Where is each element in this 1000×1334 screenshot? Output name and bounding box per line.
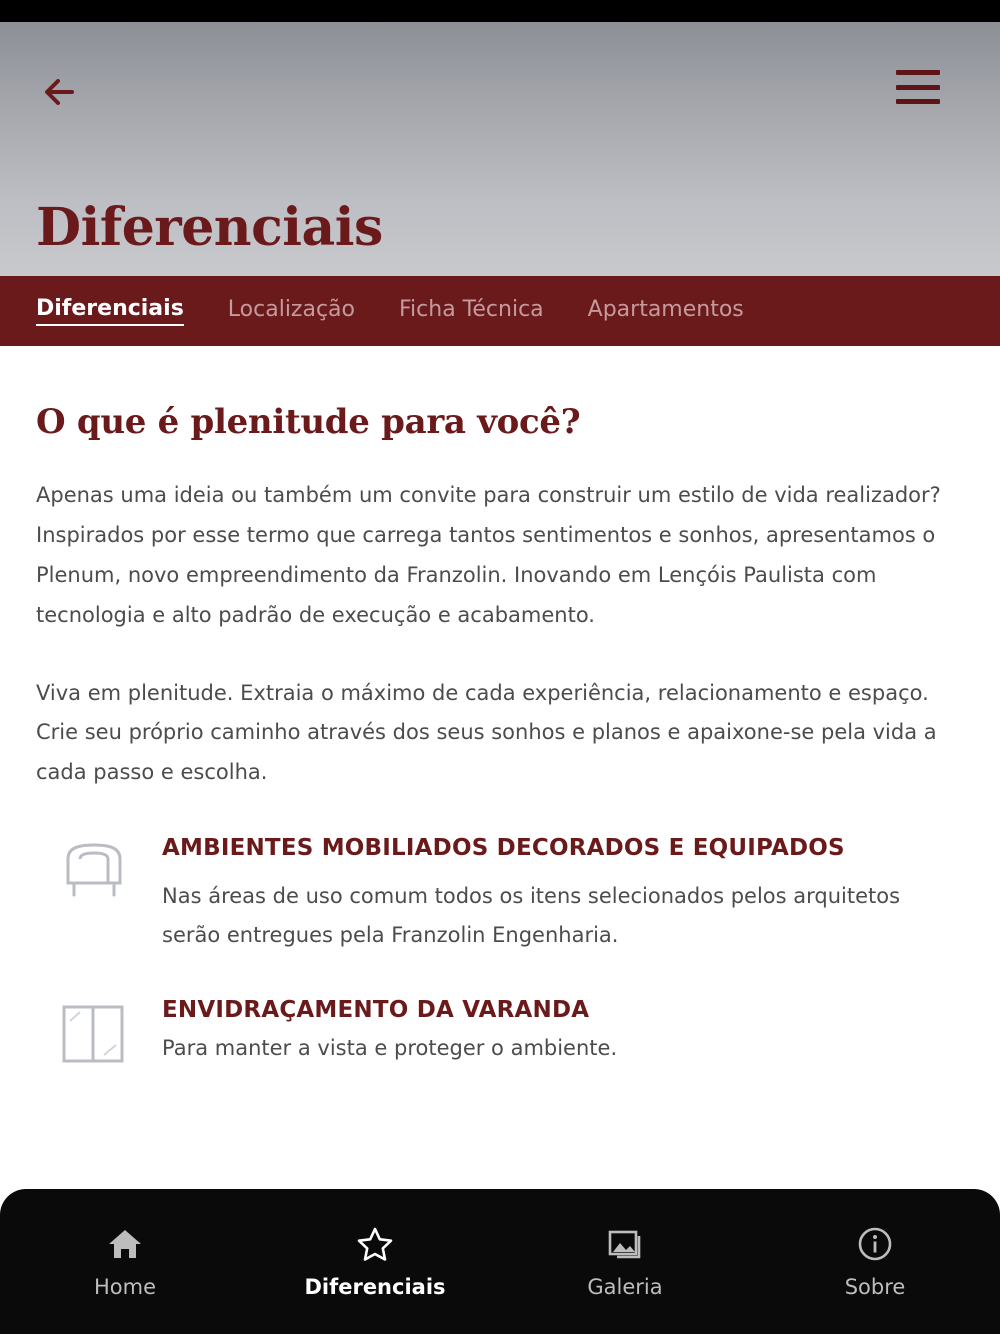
intro-paragraph-1: Apenas uma ideia ou também um convite para construir um estilo de vida realizador? Inspirados por esse termo que carrega tantos sentimentos e sonhos, apresentamos o Plenum, novo empreendimento da Franzolin. Inovando em Lençóis Paulista com tecnologia e alto padrão de execução e acabamento. bbox=[36, 483, 941, 627]
home-icon bbox=[106, 1225, 144, 1263]
tab-apartamentos[interactable]: Apartamentos bbox=[587, 297, 744, 322]
nav-label: Home bbox=[93, 1274, 156, 1299]
star-icon bbox=[356, 1225, 394, 1263]
nav-item-sobre[interactable] bbox=[750, 1189, 1000, 1334]
page-hero bbox=[0, 22, 1000, 276]
nav-label: Diferenciais bbox=[304, 1274, 446, 1299]
nav-label: Galeria bbox=[587, 1274, 663, 1299]
nav-label: Sobre bbox=[844, 1274, 906, 1299]
main-content bbox=[0, 346, 1000, 1221]
armchair-icon bbox=[36, 835, 162, 955]
feature-description: Para manter a vista e proteger o ambiente. bbox=[162, 1035, 618, 1060]
image-icon bbox=[606, 1225, 644, 1263]
nav-item-galeria[interactable] bbox=[500, 1189, 750, 1334]
feature-item bbox=[36, 997, 964, 1068]
feature-description: Nas áreas de uso comum todos os itens selecionados pelos arquitetos serão entregues pela Franzolin Engenharia. bbox=[162, 884, 901, 948]
status-bar bbox=[0, 0, 1000, 22]
section-heading: O que é plenitude para você? bbox=[36, 402, 581, 442]
hero-topbar bbox=[0, 22, 1000, 118]
hamburger-menu-icon[interactable] bbox=[896, 70, 940, 104]
feature-item bbox=[36, 835, 964, 955]
feature-body bbox=[162, 835, 964, 955]
arrow-left-icon[interactable] bbox=[38, 66, 90, 118]
feature-title: ENVIDRAÇAMENTO DA VARANDA bbox=[162, 996, 590, 1023]
info-icon bbox=[856, 1225, 894, 1263]
intro-paragraph-2: Viva em plenitude. Extraia o máximo de cada experiência, relacionamento e espaço. Crie seu próprio caminho através dos seus sonhos e planos e apaixone-se pela vida a cada passo e escolha. bbox=[36, 680, 937, 785]
nav-item-diferenciais[interactable] bbox=[250, 1189, 500, 1334]
tab-diferenciais[interactable]: Diferenciais bbox=[36, 296, 184, 326]
page-title: Diferenciais bbox=[36, 197, 383, 258]
tab-localizacao[interactable]: Localização bbox=[227, 297, 355, 322]
feature-title: AMBIENTES MOBILIADOS DECORADOS E EQUIPADOS bbox=[162, 835, 845, 862]
feature-body bbox=[162, 997, 964, 1068]
section-tabbar bbox=[0, 276, 1000, 346]
glass-window-icon bbox=[36, 997, 162, 1068]
tab-ficha-tecnica[interactable]: Ficha Técnica bbox=[399, 297, 544, 322]
bottom-navigation bbox=[0, 1189, 1000, 1334]
nav-item-home[interactable] bbox=[0, 1189, 250, 1334]
